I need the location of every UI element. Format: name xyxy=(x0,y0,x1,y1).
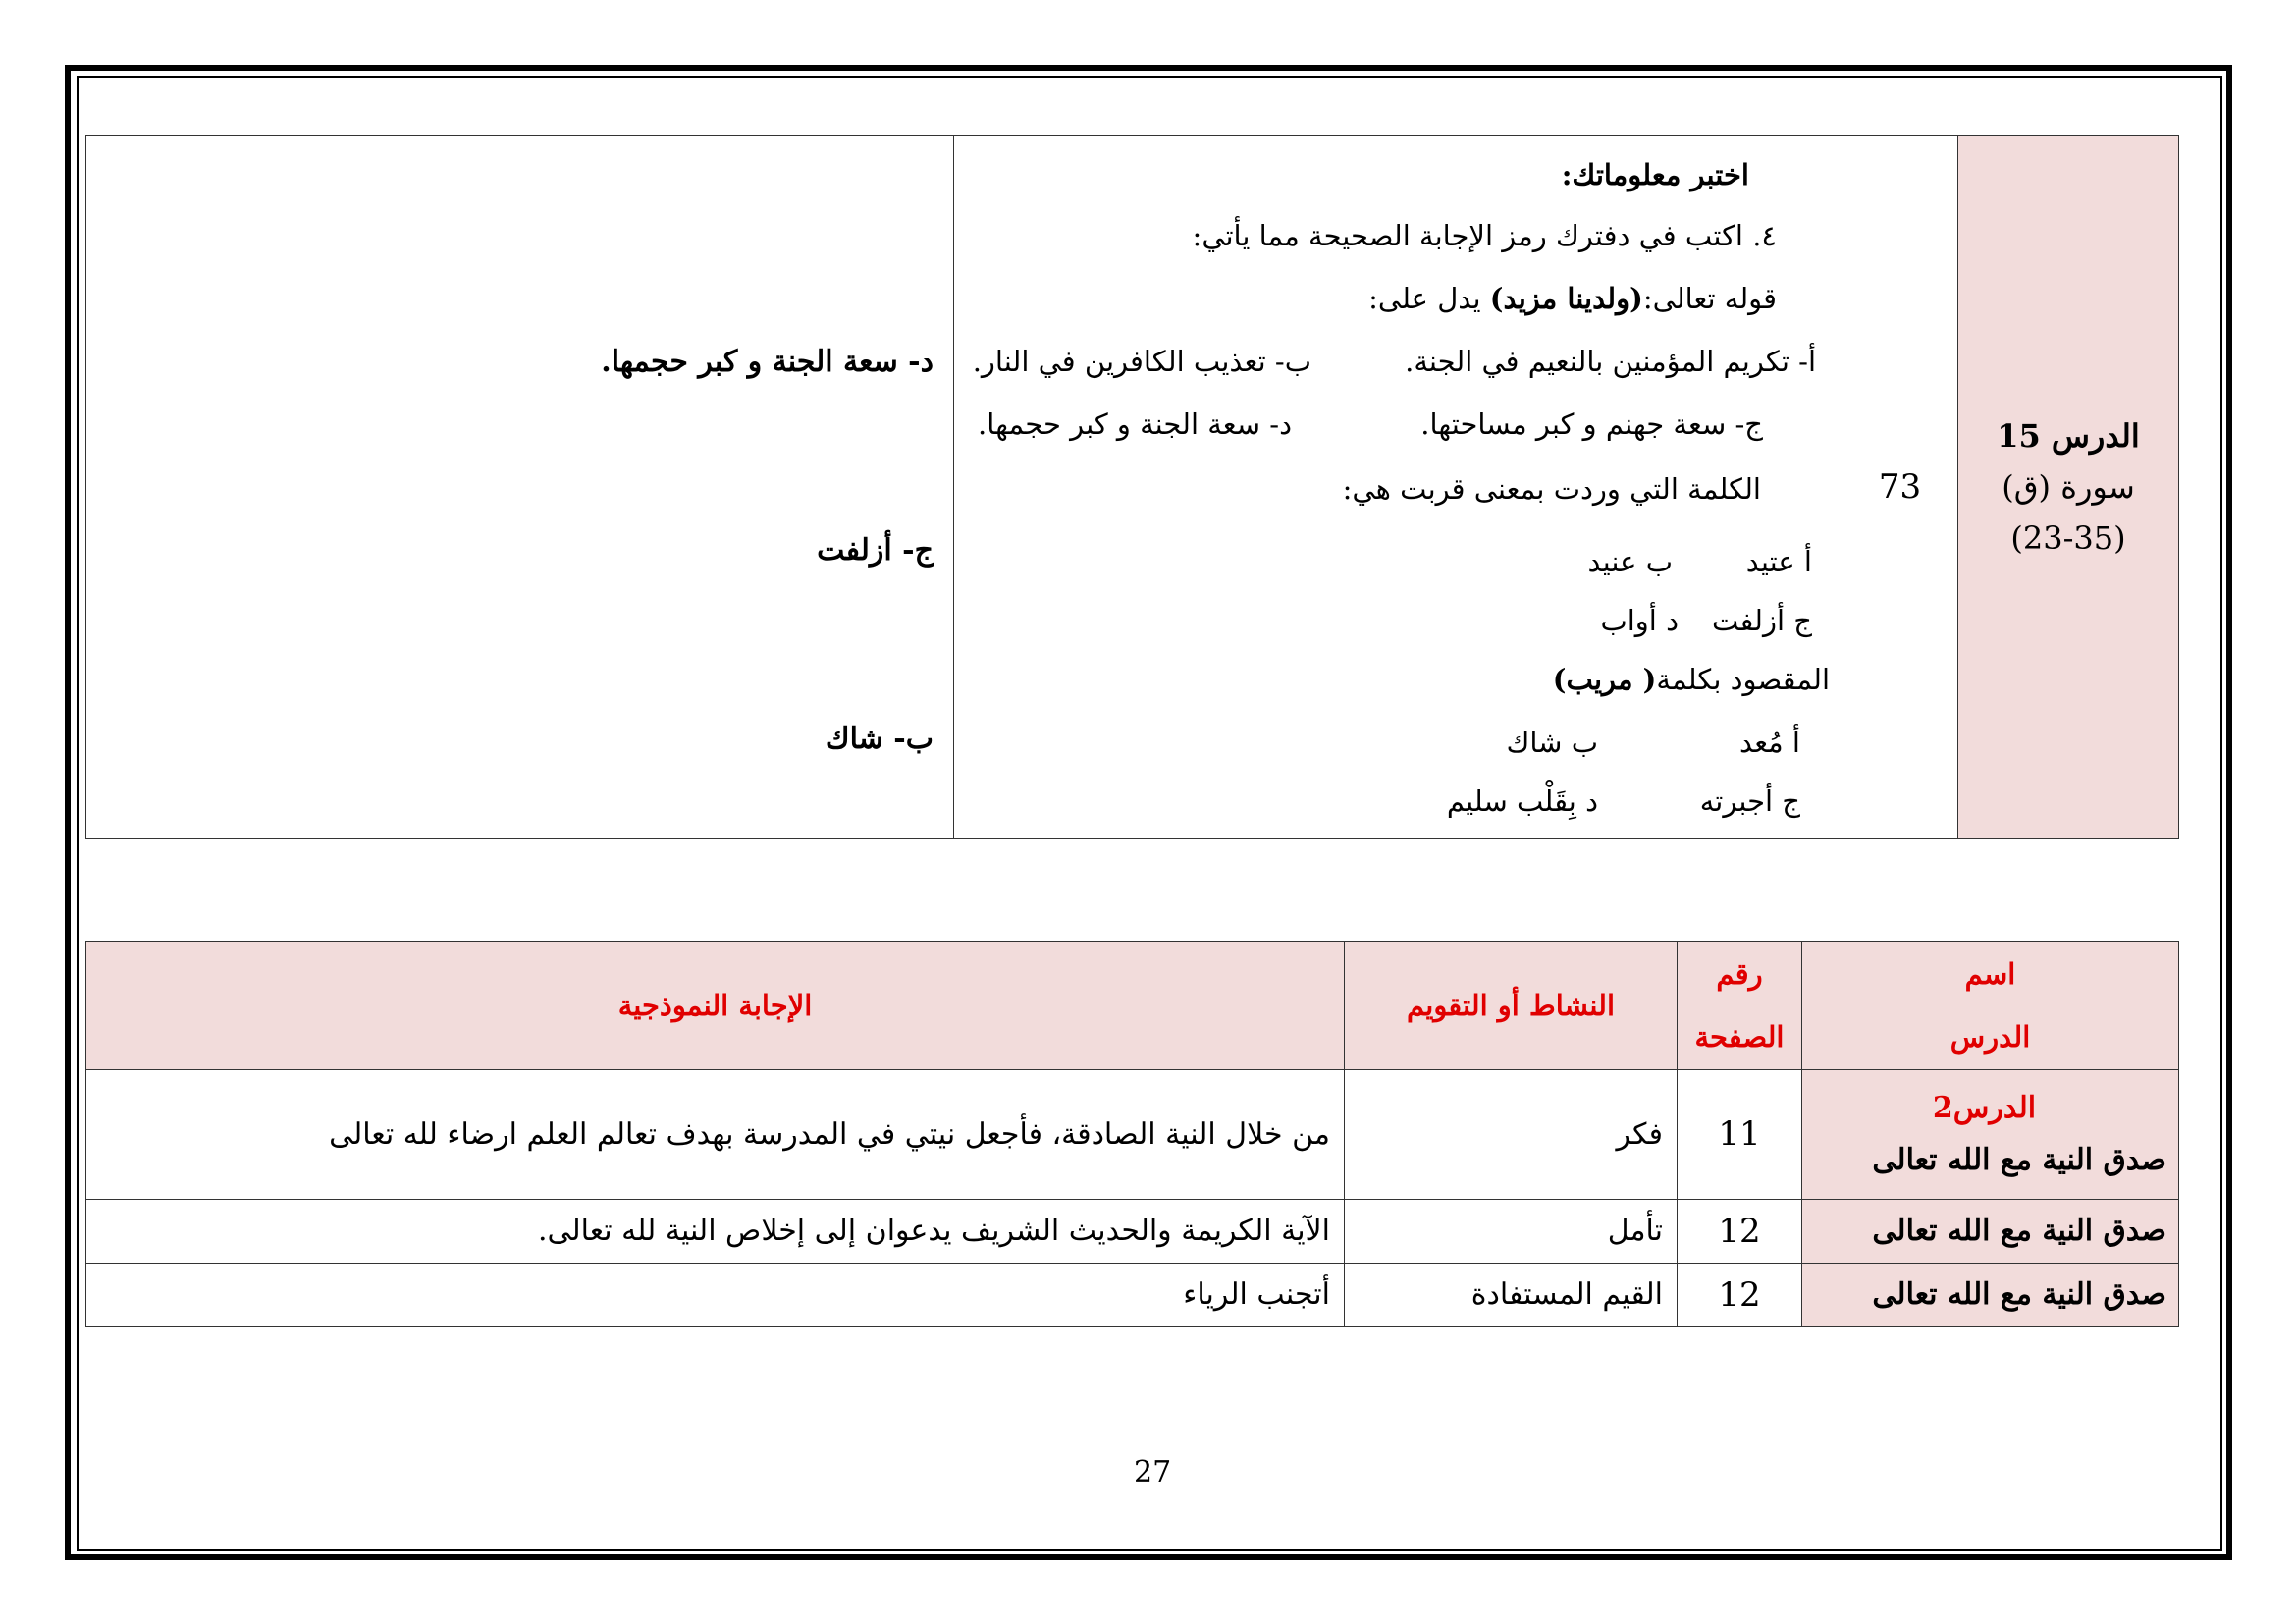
q2-option-b: ب عنيد xyxy=(1587,545,1673,578)
answer-cell: أتجنب الرياء xyxy=(86,1263,1345,1326)
header-lesson-name-line2: الدرس xyxy=(1949,1020,2031,1055)
question-3-prefix: المقصود بكلمة xyxy=(1656,663,1830,696)
answer-cell: الآية الكريمة والحديث الشريف يدعوان إلى إخلاص النية لله تعالى. xyxy=(86,1199,1345,1263)
answer-2: ج- أزلفت xyxy=(817,533,934,568)
q3-option-d: د بِقَلْب سليم xyxy=(1446,785,1598,818)
lesson-name-cell: صدق النية مع الله تعالى xyxy=(1802,1263,2179,1326)
question-3 xyxy=(1553,663,1830,696)
header-row xyxy=(86,942,2179,1070)
activity-heading: اختبر معلوماتك: xyxy=(1561,158,1749,191)
q2-option-a: أ عتيد xyxy=(1745,545,1812,578)
q1-option-d: د- سعة الجنة و كبر حجمها. xyxy=(978,407,1292,441)
q2-option-d: د أواب xyxy=(1600,604,1679,637)
q2-option-c: ج أزلفت xyxy=(1712,604,1812,637)
header-page-line1: رقم xyxy=(1716,957,1763,992)
lesson-name-cell: صدق النية مع الله تعالى xyxy=(1802,1199,2179,1263)
table-row xyxy=(86,136,2179,839)
header-activity: النشاط أو التقويم xyxy=(1345,942,1678,1070)
activity-cell: تأمل xyxy=(1345,1199,1678,1263)
lesson-verses: (23-35) xyxy=(2010,519,2126,557)
question-1-prefix: قوله تعالى: xyxy=(1642,282,1777,315)
q3-option-a: أ مُعد xyxy=(1738,726,1800,759)
table-row xyxy=(86,1263,2179,1326)
activity-cell: فكر xyxy=(1345,1070,1678,1199)
lesson-number: الدرس2 xyxy=(1932,1091,2037,1126)
question-2: الكلمة التي وردت بمعنى قربت هي: xyxy=(1342,472,1761,506)
page-number-cell: 11 xyxy=(1678,1070,1802,1199)
q3-option-b: ب شاك xyxy=(1506,726,1598,759)
header-model-answer: الإجابة النموذجية xyxy=(86,942,1345,1070)
activity-cell xyxy=(954,136,1842,839)
q3-option-c: ج أجبرته xyxy=(1699,785,1800,818)
lesson-title: الدرس 15 xyxy=(1997,417,2140,455)
page-number-cell: 12 xyxy=(1678,1263,1802,1326)
answer-1: د- سعة الجنة و كبر حجمها. xyxy=(601,345,934,379)
page-number-cell: 12 xyxy=(1678,1199,1802,1263)
lesson-name-cell xyxy=(1958,136,2179,839)
question-1-suffix: يدل على: xyxy=(1368,282,1490,315)
question-1 xyxy=(1368,282,1777,315)
instruction-text: ٤. اكتب في دفترك رمز الإجابة الصحيحة مما يأتي: xyxy=(1192,219,1777,252)
answer-3: ب- شاك xyxy=(825,722,934,756)
question-1-quote: (ولدينا مزيد) xyxy=(1489,282,1643,315)
answer-cell: من خلال النية الصادقة، فأجعل نيتي في المدرسة بهدف تعالم العلم ارضاء لله تعالى xyxy=(86,1070,1345,1199)
lesson-surah: سورة (ق) xyxy=(2002,468,2135,506)
answers-cell xyxy=(86,136,954,839)
lesson-2-table xyxy=(85,941,2179,1327)
header-page-line2: الصفحة xyxy=(1694,1020,1785,1055)
page-number: 27 xyxy=(1134,1455,1172,1489)
lesson-15-table xyxy=(85,135,2179,839)
q1-option-b: ب- تعذيب الكافرين في النار. xyxy=(972,345,1311,378)
activity-cell: القيم المستفادة xyxy=(1345,1263,1678,1326)
table-row xyxy=(86,1199,2179,1263)
table-row xyxy=(86,1070,2179,1199)
q1-option-c: ج- سعة جهنم و كبر مساحتها. xyxy=(1420,407,1763,441)
header-lesson-name-line1: اسم xyxy=(1964,957,2016,992)
lesson-name: صدق النية مع الله تعالى xyxy=(1872,1143,2166,1178)
question-3-word: ( مريب) xyxy=(1552,663,1657,696)
header-page-number xyxy=(1678,942,1802,1070)
q1-option-a: أ- تكريم المؤمنين بالنعيم في الجنة. xyxy=(1405,345,1816,378)
page-number-cell: 73 xyxy=(1842,136,1958,839)
header-lesson-name xyxy=(1802,942,2179,1070)
lesson-name-cell xyxy=(1802,1070,2179,1199)
